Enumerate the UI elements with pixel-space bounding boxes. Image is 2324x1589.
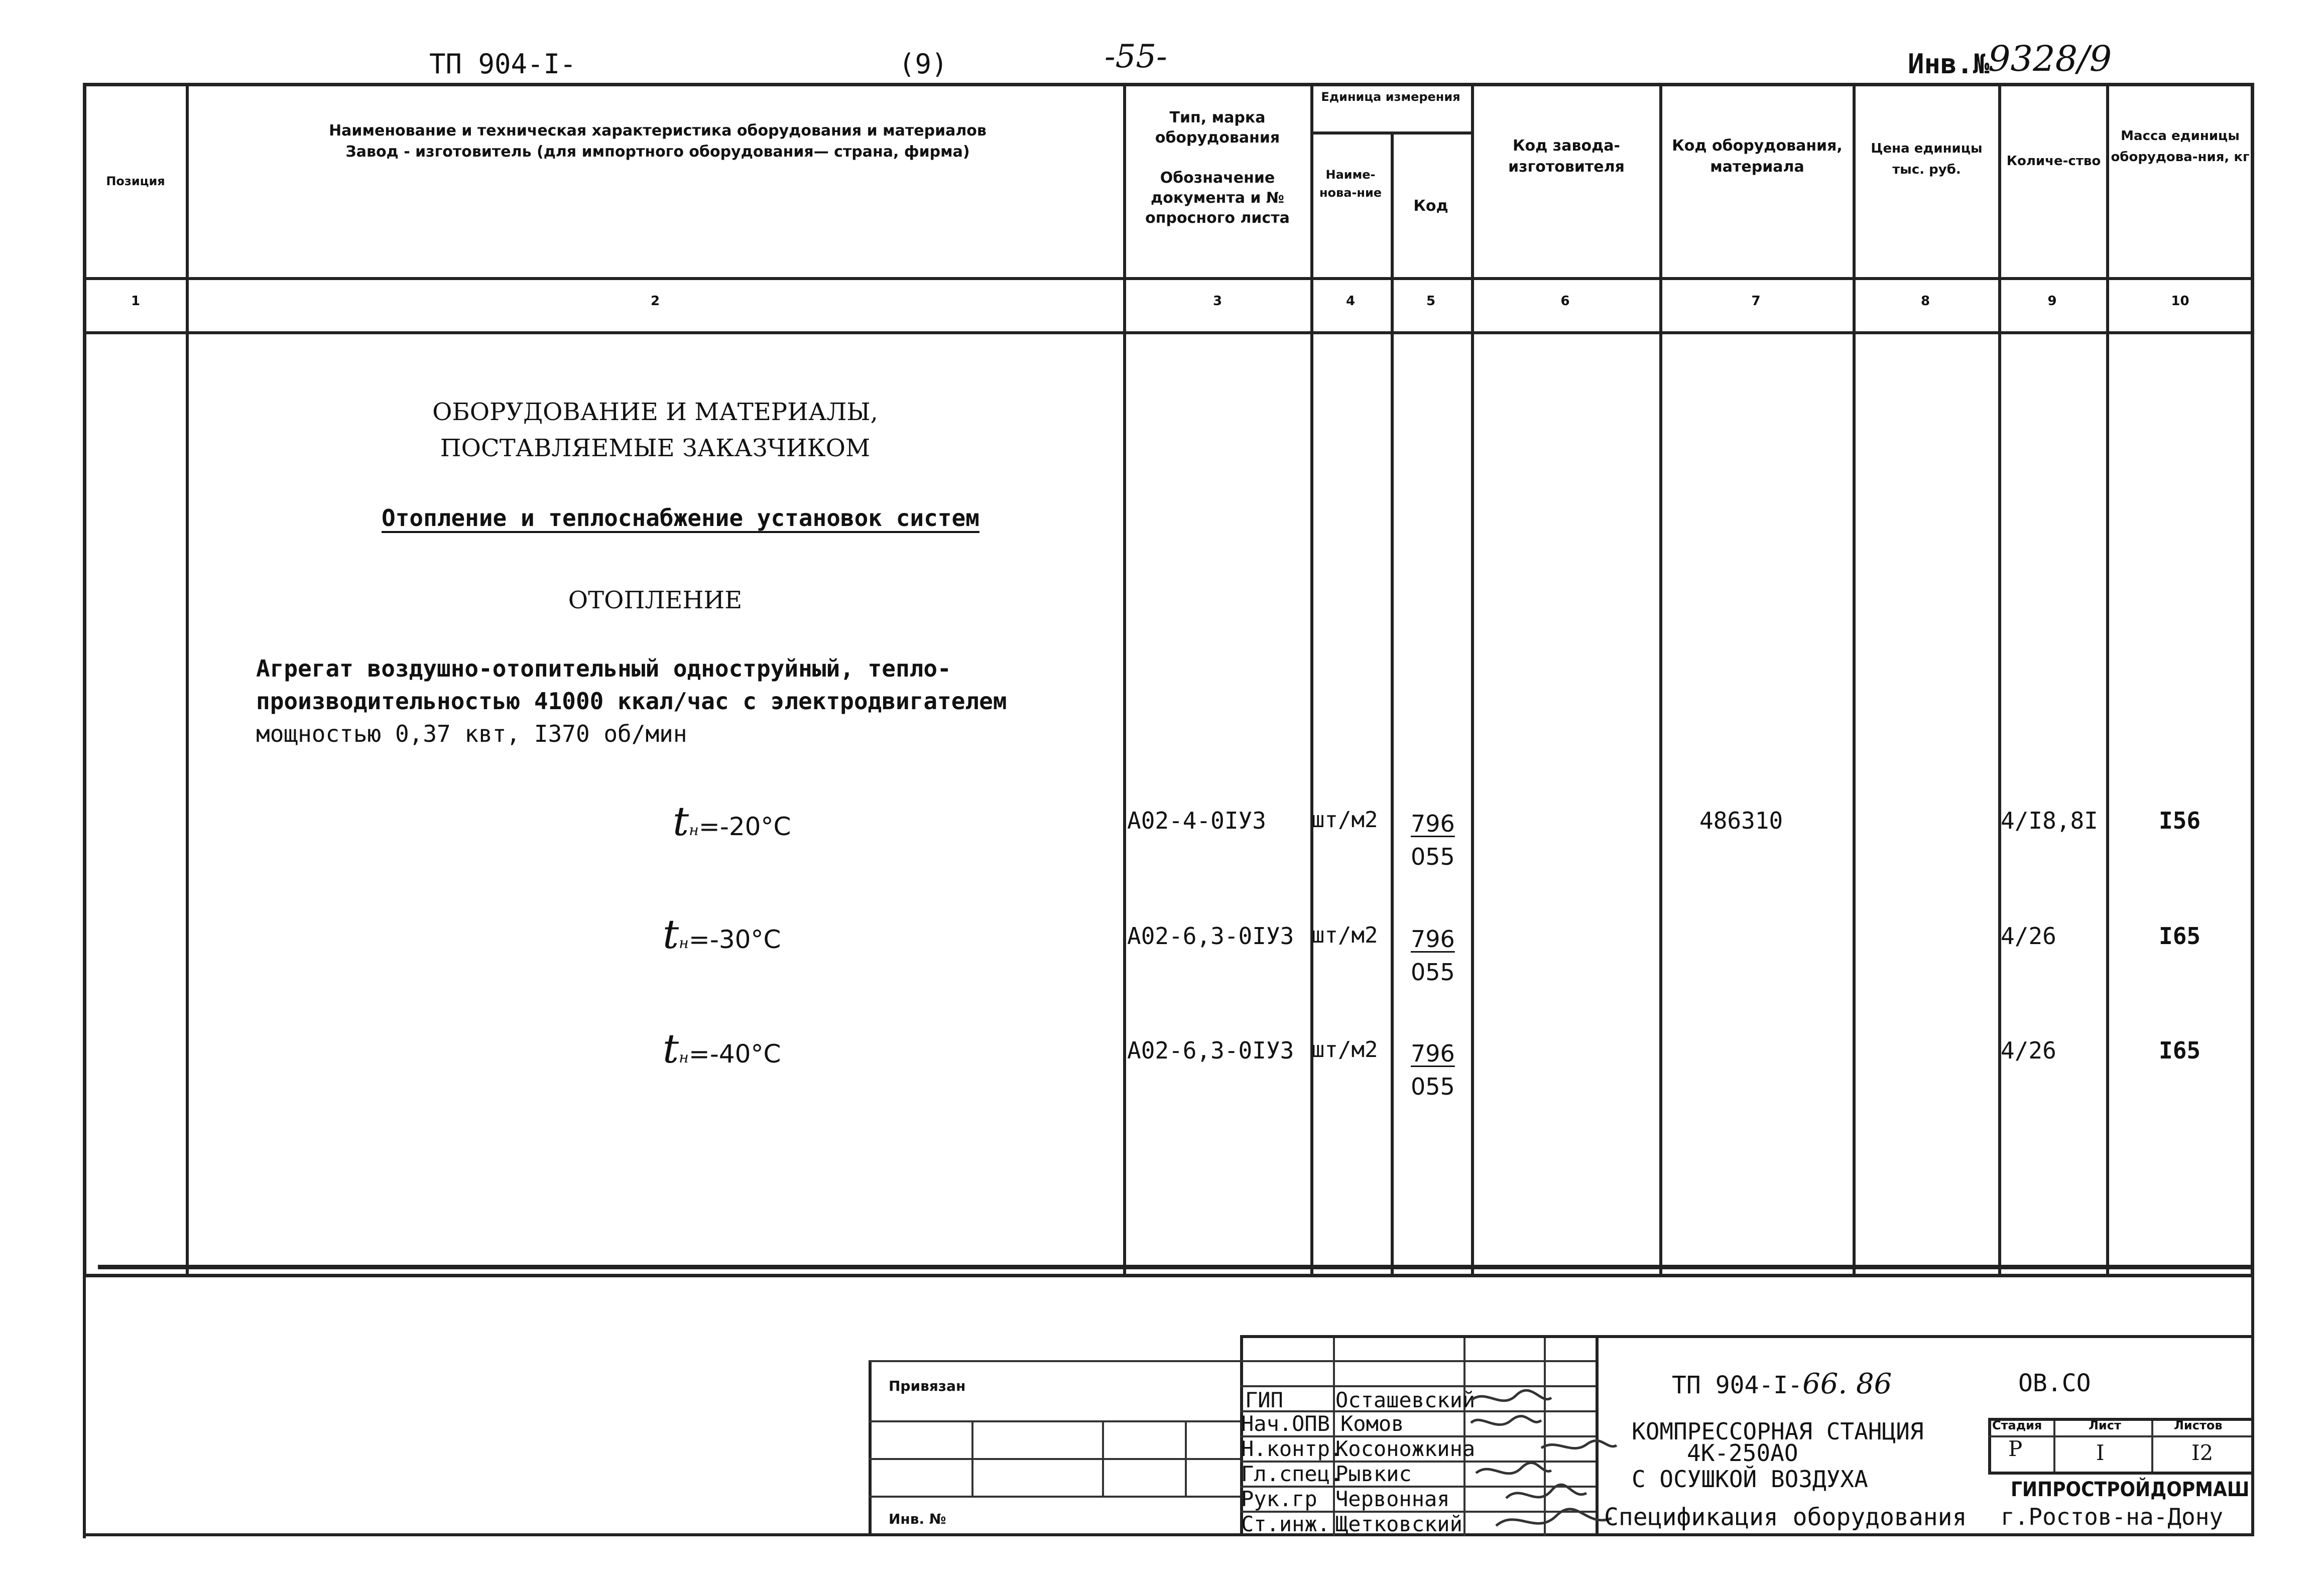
tb-divider <box>1988 1418 1991 1473</box>
col-num: 4 <box>1346 294 1356 309</box>
col-num: 8 <box>1920 294 1930 309</box>
tb-title-3: С ОСУШКОЙ ВОЗДУХА <box>1632 1466 1868 1493</box>
description-line: производительностью 41000 ккал/час с электродвигателем <box>256 688 1007 715</box>
row-unit-code: 796 055 <box>1411 925 1455 986</box>
role-name: Осташевский <box>1335 1388 1476 1412</box>
tb-title-2: 4К-250АО <box>1687 1439 1798 1467</box>
col-divider <box>1853 83 1856 1277</box>
privyazan-label: Привязан <box>889 1378 966 1394</box>
part-number: (9) <box>899 48 948 80</box>
row-quantity: 4/26 <box>2001 1037 2056 1064</box>
role-label: Ст.инж. <box>1241 1512 1330 1536</box>
stage-label: Стадия <box>1992 1418 2042 1432</box>
col-header-name: Наименование и техническая характеристика оборудования и материалов Завод - изготовитель (для импортного оборудования— страна, фирма) <box>329 122 987 161</box>
role-label: Гл.спец. <box>1241 1462 1343 1486</box>
col-header-mass: Масса единицы оборудова-ния, кг <box>2111 128 2250 165</box>
col-header-quantity: Количе-ство <box>2006 154 2101 169</box>
role-name: Щетковский <box>1335 1512 1462 1536</box>
tb-divider <box>2053 1418 2055 1473</box>
page-number: -55- <box>1105 38 1167 75</box>
col-divider <box>1659 83 1662 1277</box>
inv-label: Инв.№ <box>1908 48 1990 80</box>
row-unit-name: шт/м2 <box>1311 1037 1378 1063</box>
sheets-label: Листов <box>2174 1418 2223 1432</box>
col-divider <box>2106 83 2109 1277</box>
role-label: Рук.гр <box>1241 1487 1317 1511</box>
col-divider <box>1123 83 1126 1277</box>
tb-line <box>869 1496 1240 1498</box>
role-label: Н.контр. <box>1241 1436 1343 1461</box>
role-label: ГИП <box>1245 1388 1283 1412</box>
col-divider <box>186 83 189 1277</box>
tb-divider <box>1185 1420 1187 1496</box>
tb-divider <box>869 1360 872 1536</box>
row-type: А02-4-0IУ3 <box>1127 807 1266 834</box>
header-bottom-line <box>83 277 2254 280</box>
tb-title-1: КОМПРЕССОРНАЯ СТАНЦИЯ <box>1632 1418 1924 1445</box>
col-num: 7 <box>1751 294 1761 309</box>
org-city: г.Ростов-на-Дону <box>2001 1503 2224 1530</box>
col-header-position: Позиция <box>106 174 165 188</box>
row-equipment-code: 486310 <box>1699 807 1783 834</box>
title-block-bottom <box>83 1533 2254 1536</box>
inv-no-label: Инв. № <box>889 1511 946 1527</box>
sheet-label: Лист <box>2089 1418 2121 1432</box>
group-title: ОТОПЛЕНИЕ <box>568 586 743 614</box>
role-name: Комов <box>1340 1411 1404 1436</box>
role-name: Косоножкина <box>1335 1436 1476 1461</box>
col-header-unit-name: Наиме-нова-ние <box>1319 168 1382 200</box>
tb-doc-code: ТП 904-I-66. 86 <box>1672 1368 1892 1400</box>
col-num: 3 <box>1212 294 1222 309</box>
tb-line <box>1240 1360 1596 1362</box>
col-header-type: Тип, марка оборудования Обозначение документа и № опросного листа <box>1145 109 1290 227</box>
sheets-value: I2 <box>2191 1440 2214 1465</box>
sheet-value: I <box>2096 1440 2105 1465</box>
row-type: А02-6,3-0IУ3 <box>1127 1037 1294 1064</box>
row-unit-code: 796 055 <box>1411 1040 1455 1100</box>
tb-sheet-code: ОВ.СО <box>2018 1369 2091 1397</box>
tb-divider <box>971 1420 973 1496</box>
colnum-bottom-line <box>83 331 2254 334</box>
tb-line <box>869 1458 1240 1460</box>
row-unit-name: шт/м2 <box>1311 922 1378 948</box>
unit-group-line <box>1310 131 1471 135</box>
row-unit-code: 796 055 <box>1411 810 1455 870</box>
row-type: А02-6,3-0IУ3 <box>1127 922 1294 950</box>
stage-value: Р <box>2008 1436 2023 1461</box>
tb-line <box>1988 1472 2251 1475</box>
row-mass: I65 <box>2159 1037 2201 1064</box>
col-num: 9 <box>2047 294 2057 309</box>
col-num: 2 <box>650 294 660 309</box>
col-divider <box>1471 83 1474 1277</box>
row-unit-name: шт/м2 <box>1311 807 1378 833</box>
tb-line <box>1240 1335 2251 1338</box>
col-divider <box>1998 83 2001 1277</box>
col-header-price: Цена единицы тыс. руб. <box>1871 141 1983 177</box>
col-num: 1 <box>131 294 141 309</box>
col-divider <box>1310 83 1313 1277</box>
tb-line <box>869 1360 1240 1362</box>
table-bottom-line <box>98 1265 2254 1269</box>
row-condition: tн=-30°C <box>663 911 781 958</box>
col-num: 5 <box>1426 294 1436 309</box>
row-quantity: 4/I8,8I <box>2001 807 2098 834</box>
section-title: ОБОРУДОВАНИЕ И МАТЕРИАЛЫ, ПОСТАВЛЯЕМЫЕ ЗАКАЗЧИКОМ <box>432 398 878 462</box>
tb-line <box>1988 1435 2251 1437</box>
row-quantity: 4/26 <box>2001 922 2056 950</box>
col-header-unit-code: Код <box>1413 197 1448 215</box>
tb-divider <box>2151 1418 2153 1473</box>
row-condition: tн=-40°C <box>663 1025 781 1072</box>
tb-line <box>869 1420 1240 1422</box>
row-mass: I65 <box>2159 922 2201 950</box>
inv-number: 9328/9 <box>1988 38 2112 79</box>
tb-divider <box>1102 1420 1104 1496</box>
description-line: мощностью 0,37 квт, I370 об/мин <box>256 720 687 747</box>
role-name: Рывкис <box>1335 1462 1412 1486</box>
subsection-title: Отопление и теплоснабжение установок систем <box>382 504 980 532</box>
title-block-right <box>2251 1277 2254 1536</box>
col-header-equipment-code: Код оборудования, материала <box>1672 137 1843 176</box>
role-label: Нач.ОПВ <box>1241 1411 1330 1436</box>
col-header-factory-code: Код завода-изготовителя <box>1508 137 1625 176</box>
role-name: Червонная <box>1335 1487 1450 1511</box>
col-num: 6 <box>1560 294 1570 309</box>
title-block-outer <box>83 1277 86 1538</box>
col-num: 10 <box>2171 294 2189 309</box>
doc-code-header: ТП 904-I- <box>429 48 576 80</box>
unit-group-header: Единица измерения <box>1321 90 1460 104</box>
org-name: ГИПРОСТРОЙДОРМАШ <box>2011 1478 2250 1501</box>
row-mass: I56 <box>2159 807 2201 834</box>
row-condition: tн=-20°C <box>673 798 791 845</box>
tb-title-4: Спецификация оборудования <box>1604 1503 1967 1531</box>
description-line: Агрегат воздушно-отопительный одноструйный, тепло- <box>256 655 951 682</box>
